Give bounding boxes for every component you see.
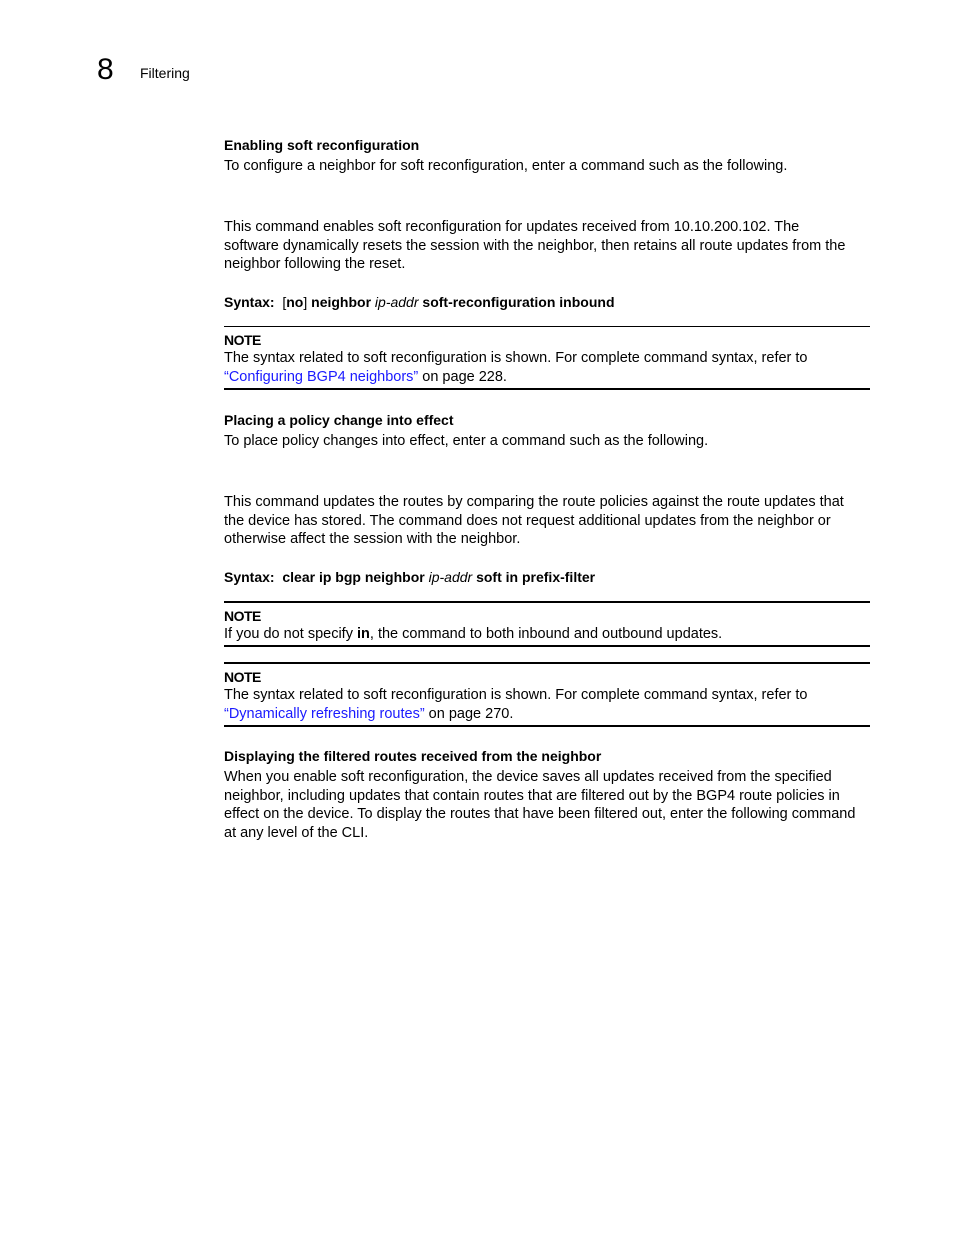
note3-line2	[224, 705, 870, 724]
syntax-command: neighbor	[311, 294, 372, 310]
note1-line1: The syntax related to soft reconfiguration is shown. For complete command syntax, refer to	[224, 350, 808, 366]
note2-before-term: If you do not specify	[224, 626, 357, 642]
note2-after-term: , the command to both inbound and outbound updates.	[369, 626, 723, 642]
syntax-rest: soft-reconfiguration inbound	[422, 294, 615, 310]
chapter-number: 8	[97, 53, 114, 86]
link-configuring-bgp4-neighbors[interactable]: “Configuring BGP4 neighbors”	[224, 368, 419, 385]
link-dynamically-refreshing-routes[interactable]: “Dynamically refreshing routes”	[224, 705, 425, 722]
section1-explanation-line1: This command enables soft reconfiguration for updates received from 10.10.200.102. The	[224, 219, 800, 235]
note-box-2	[224, 601, 870, 647]
note2-line1	[224, 625, 870, 644]
section3-line1: When you enable soft reconfiguration, the device saves all updates received from the specified	[224, 769, 832, 785]
syntax-bracket-close: ]	[303, 294, 308, 310]
syntax-argument: ip-addr	[374, 294, 419, 310]
section1-explanation	[224, 218, 870, 274]
syntax-argument: ip-addr	[428, 569, 473, 585]
note-label: NOTE	[224, 608, 261, 624]
section2-syntax	[224, 568, 870, 586]
section3-body	[224, 768, 870, 842]
section3-line2: neighbor, including updates that contain routes that are filtered out by the BGP4 route policies in	[224, 787, 840, 804]
note3-line1: The syntax related to soft reconfiguration is shown. For complete command syntax, refer to	[224, 687, 808, 703]
note1-line2	[224, 368, 870, 387]
section2-explanation-line2: the device has stored. The command does not request additional updates from the neighbor or	[224, 512, 831, 529]
syntax-rest: soft in prefix-filter	[476, 569, 596, 585]
note-box-1	[224, 326, 870, 390]
section1-intro: To configure a neighbor for soft reconfiguration, enter a command such as the following.	[224, 158, 788, 174]
section3-line3: effect on the device. To display the routes that have been filtered out, enter the following command	[224, 806, 856, 823]
section1-explanation-line3: neighbor following the reset.	[224, 256, 406, 273]
section2-explanation	[224, 493, 870, 549]
note3-after-link: on page 270.	[424, 705, 514, 722]
section-heading-policy-change: Placing a policy change into effect	[224, 412, 454, 428]
note1-after-link: on page 228.	[418, 368, 507, 385]
syntax-label: Syntax:	[224, 294, 275, 310]
section2-explanation-line1: This command updates the routes by comparing the route policies against the route updates that	[224, 494, 844, 510]
section2-explanation-line3: otherwise affect the session with the neighbor.	[224, 531, 521, 548]
section1-syntax	[224, 293, 870, 311]
section1-explanation-line2: software dynamically resets the session with the neighbor, then retains all route updates from the	[224, 237, 846, 254]
section-heading-soft-reconfig: Enabling soft reconfiguration	[224, 137, 420, 153]
note-box-3	[224, 662, 870, 727]
syntax-command: clear ip bgp neighbor	[282, 569, 425, 585]
note-label: NOTE	[224, 669, 261, 685]
section2-intro: To place policy changes into effect, enter a command such as the following.	[224, 433, 709, 449]
section3-line4: at any level of the CLI.	[224, 824, 369, 841]
chapter-title: Filtering	[140, 65, 190, 81]
syntax-bracket-open: [	[282, 294, 287, 310]
syntax-no-keyword: no	[286, 294, 304, 310]
note2-term: in	[357, 626, 370, 642]
section-heading-filtered-routes: Displaying the filtered routes received from the neighbor	[224, 748, 602, 764]
syntax-label: Syntax:	[224, 569, 275, 585]
note-label: NOTE	[224, 332, 261, 348]
